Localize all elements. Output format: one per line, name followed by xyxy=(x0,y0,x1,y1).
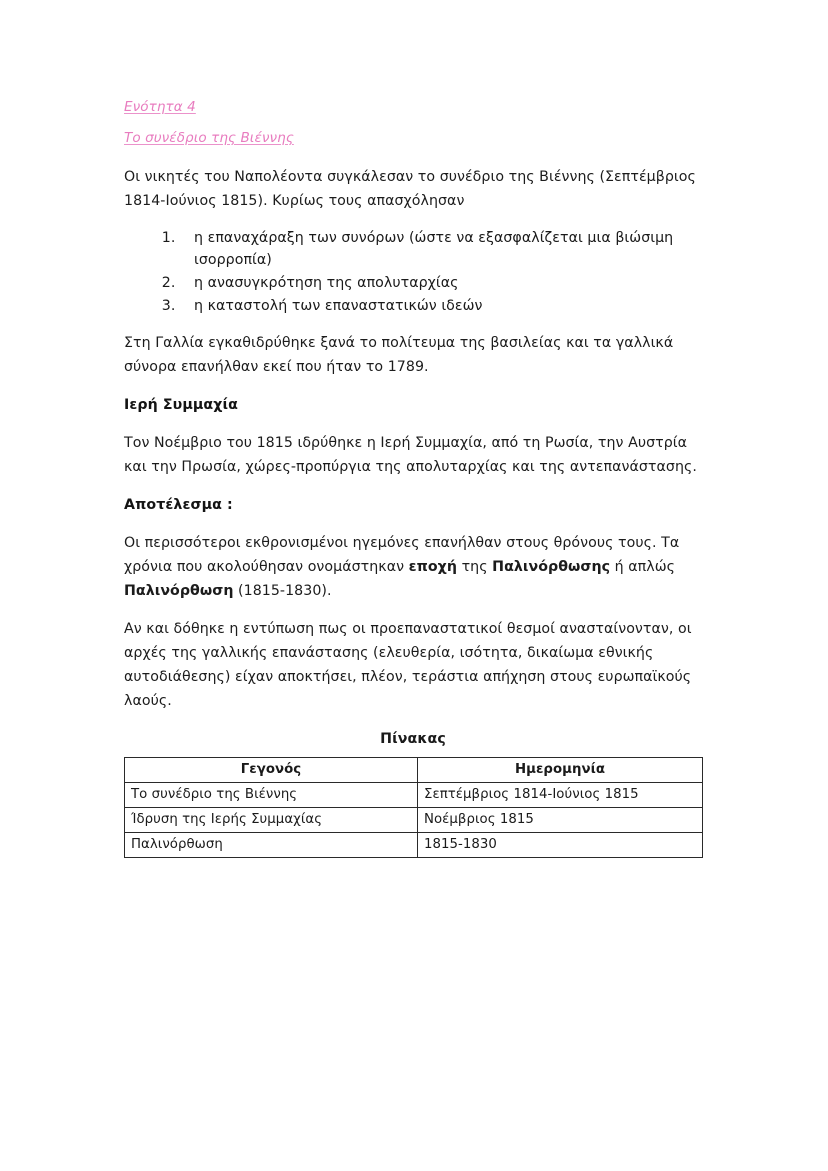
result-text-part-4: (1815-1830). xyxy=(233,583,332,599)
cell-date: 1815-1830 xyxy=(418,833,703,858)
cell-date: Νοέμβριος 1815 xyxy=(418,808,703,833)
list-item: 1. η επαναχάραξη των συνόρων (ώστε να εξασφαλίζεται μια βιώσιμη ισορροπία) xyxy=(180,227,704,271)
column-header-date: Ημερομηνία xyxy=(418,758,703,783)
column-header-event: Γεγονός xyxy=(125,758,418,783)
table-row xyxy=(125,833,703,858)
table-header-row xyxy=(125,758,703,783)
result-text-part-3: ή απλώς xyxy=(610,559,676,575)
closing-paragraph: Αν και δόθηκε η εντύπωση πως οι προεπαναστατικοί θεσμοί ανασταίνονταν, οι αρχές της γαλλικής επανάστασης (ελευθερία, ισότητα, δικαίωμα εθνικής αυτοδιάθεσης) είχαν αποκτήσει, πλέον, τεράστια απήχηση στους ευρωπαϊκούς λαούς. xyxy=(124,621,692,709)
table-caption: Πίνακας xyxy=(380,731,446,747)
holy-alliance-heading: Ιερή Συμμαχία xyxy=(124,397,238,413)
list-item: 2. η ανασυγκρότηση της απολυταρχίας xyxy=(180,272,704,294)
result-bold-palinorthosi: Παλινόρθωση xyxy=(124,583,234,599)
topic-link-congress-of-vienna[interactable]: Το συνέδριο της Βιέννης xyxy=(124,130,294,146)
cell-event: Παλινόρθωση xyxy=(125,833,418,858)
events-table xyxy=(124,757,703,858)
result-heading: Αποτέλεσμα : xyxy=(124,497,233,513)
intro-paragraph: Οι νικητές του Ναπολέοντα συγκάλεσαν το συνέδριο της Βιέννης (Σεπτέμβριος 1814-Ιούνιος 1815). Κυρίως τους απασχόλησαν xyxy=(124,169,696,209)
cell-event: Ίδρυση της Ιερής Συμμαχίας xyxy=(125,808,418,833)
table-row xyxy=(125,783,703,808)
document-content xyxy=(124,98,704,858)
result-text-part-2: της xyxy=(457,559,493,575)
result-bold-epochi: εποχή xyxy=(408,559,458,575)
table-row xyxy=(125,808,703,833)
cell-event: Το συνέδριο της Βιέννης xyxy=(125,783,418,808)
after-list-paragraph: Στη Γαλλία εγκαθιδρύθηκε ξανά το πολίτευμα της βασιλείας και τα γαλλικά σύνορα επανήλθαν εκεί που ήταν το 1789. xyxy=(124,335,674,375)
result-paragraph xyxy=(124,531,702,603)
result-bold-palinorthosis: Παλινόρθωσης xyxy=(492,559,611,575)
congress-objectives-list xyxy=(124,227,704,317)
list-item: 3. η καταστολή των επαναστατικών ιδεών xyxy=(180,295,704,317)
result-text-part-1: Οι περισσότεροι εκθρονισμένοι ηγεμόνες επανήλθαν στους θρόνους τους. Τα χρόνια που ακολούθησαν ονομάστηκαν xyxy=(124,535,680,575)
section-link-enotita-4[interactable]: Ενότητα 4 xyxy=(124,99,196,115)
cell-date: Σεπτέμβριος 1814-Ιούνιος 1815 xyxy=(418,783,703,808)
holy-alliance-paragraph: Τον Νοέμβριο του 1815 ιδρύθηκε η Ιερή Συμμαχία, από τη Ρωσία, την Αυστρία και την Πρωσία, χώρες-προπύργια της απολυταρχίας και της αντεπανάστασης. xyxy=(124,435,697,475)
